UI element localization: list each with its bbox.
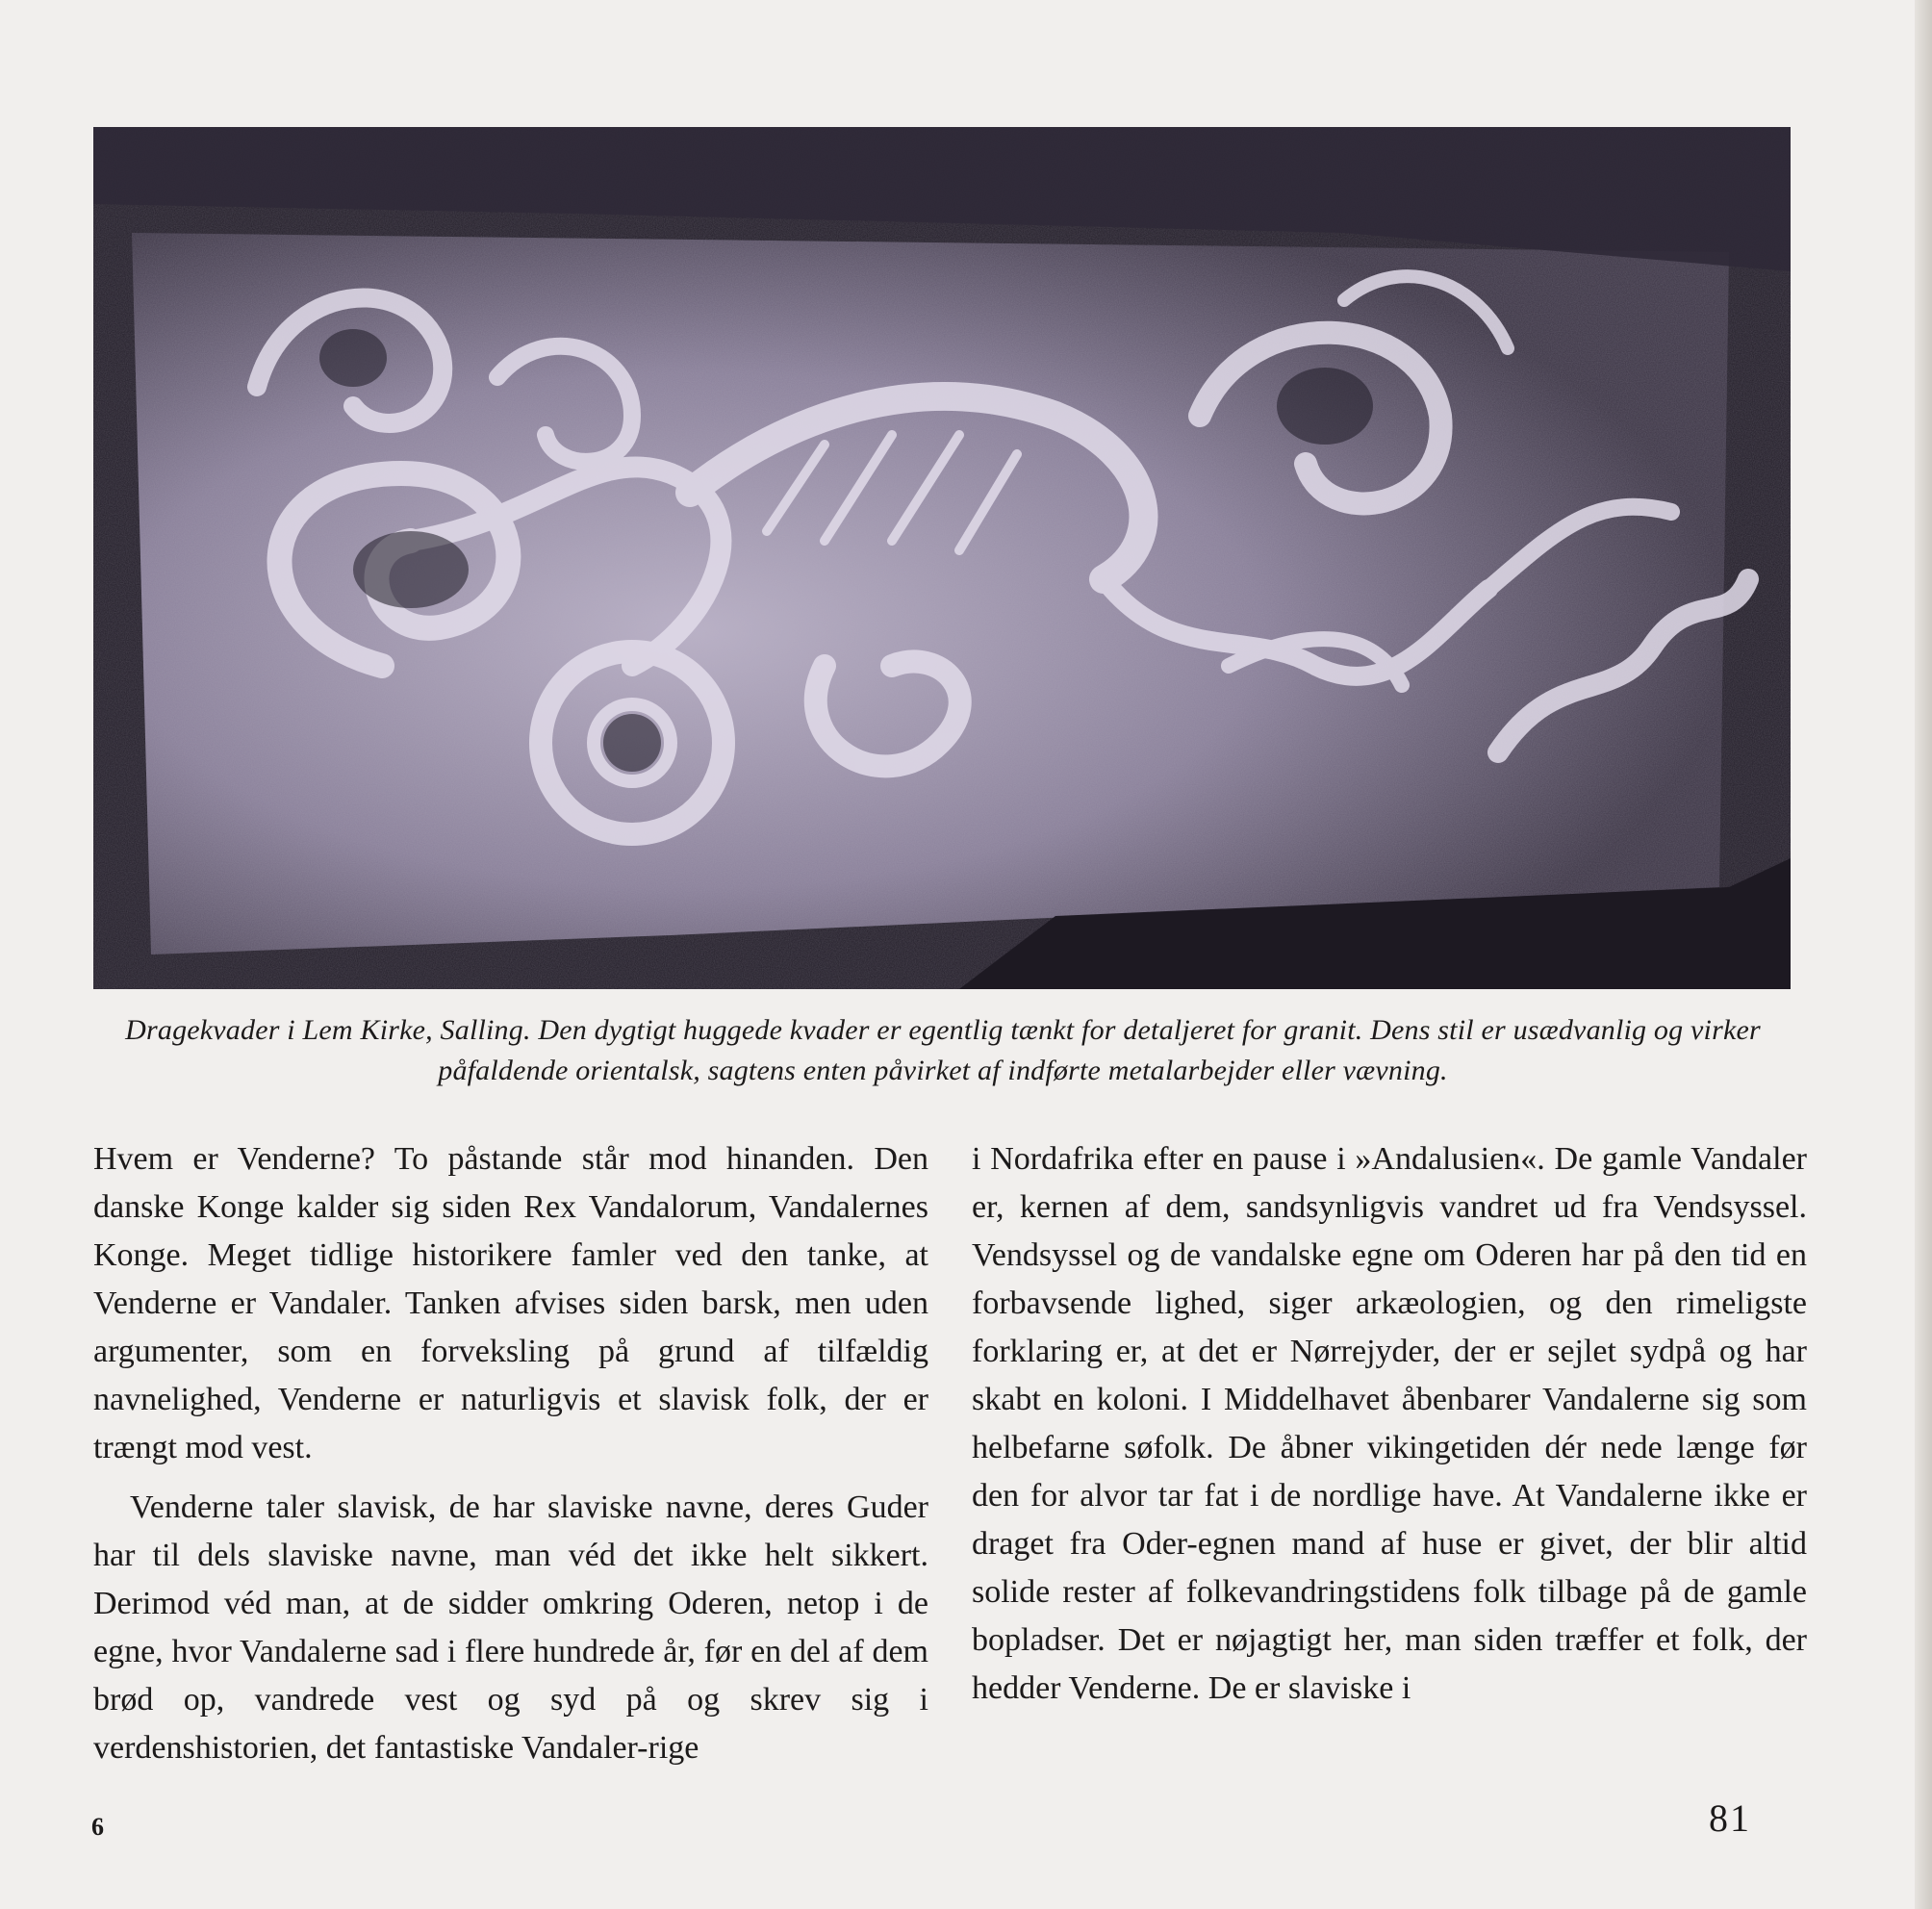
page-edge-shadow [1915,0,1932,1909]
left-text-column [93,1135,928,1772]
paragraph-2: Venderne taler slavisk, de har slaviske navne, deres Guder har til dels slaviske navne, man véd det ikke helt sikkert. Derimod véd man, at de sidder omkring Oderen, netop i de egne, hvor Vandalerne sad i flere hundrede år, før en del af dem brød op, vandrede vest og syd på og skrev sig i verdenshistorien, det fantastiske Vandaler-rige [93,1489,928,1766]
caption-line-2: påfaldende orientalsk, sagtens enten påvirket af indførte metalarbejder eller vævning. [438,1055,1448,1086]
signature-mark: 6 [91,1813,104,1841]
right-text-column [972,1135,1807,1713]
carved-stone-photograph [93,127,1791,989]
page-number: 81 [1709,1796,1751,1840]
figure-caption [77,1010,1809,1091]
caption-line-1: Dragekvader i Lem Kirke, Salling. Den dygtigt huggede kvader er egentlig tænkt for detaljeret for granit. Dens stil er usædvanlig og virker [125,1014,1761,1046]
dragon-relief-illustration [93,127,1791,989]
paragraph-3: i Nordafrika efter en pause i »Andalusien«. De gamle Vandaler er, kernen af dem, sandsynligvis vandret ud fra Vendsyssel. Vendsyssel og de vandalske egne om Oderen har på den tid en forbavsende lighed, siger arkæologien, og den rimeligste forklaring er, at det er Nørrejyder, der er sejlet sydpå og har skabt en koloni. I Middelhavet åbenbarer Vandalerne sig som helbefarne søfolk. De åbner vikingetiden dér nede længe før den for alvor tar fat i de nordlige have. At Vandalerne ikke er draget fra Oder-egnen mand af huse er givet, der blir altid solide rester af folkevandringstidens folk tilbage på de gamle bopladser. Det er nøjagtigt her, man siden træffer et folk, der hedder Venderne. De er slaviske i [972,1141,1807,1706]
paragraph-1: Hvem er Venderne? To påstande står mod hinanden. Den danske Konge kalder sig siden Rex Vandalorum, Vandalernes Konge. Meget tidlige historikere famler ved den tanke, at Venderne er Vandaler. Tanken afvises siden barsk, men uden argumenter, som en forveksling på grund af tilfældig navnelighed, Venderne er naturligvis et slavisk folk, der er trængt mod vest. [93,1141,928,1465]
